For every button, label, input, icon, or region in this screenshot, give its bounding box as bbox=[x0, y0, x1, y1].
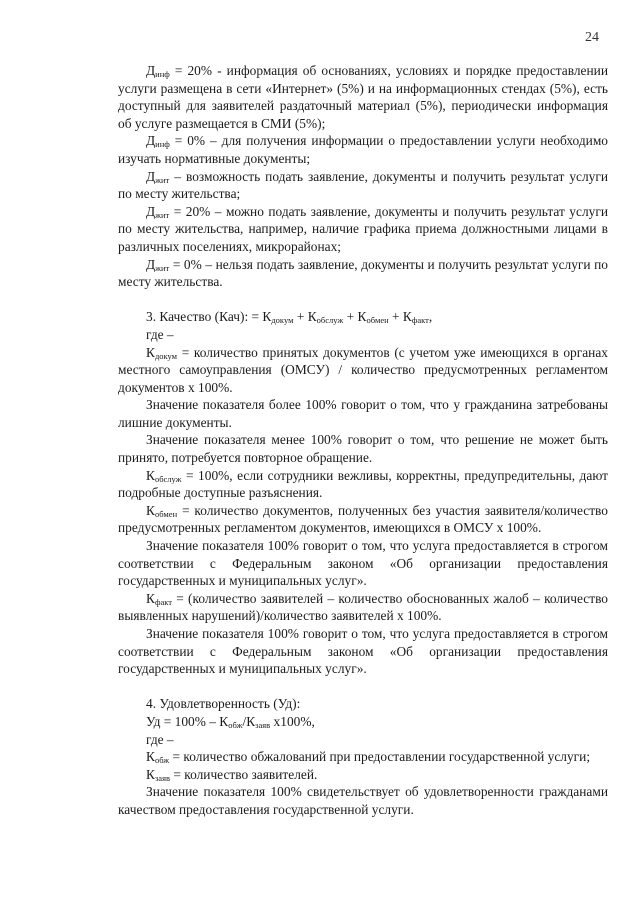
paragraph-k-zayav: $К_{заяв}$ = количество заявителей. bbox=[146, 766, 318, 783]
section-3-where: где – bbox=[146, 326, 174, 342]
section-4-heading: 4. Удовлетворенность (Уд): bbox=[146, 696, 301, 712]
paragraph-d-inf: $Д_{инф} = 20\%$ - информация об основаниях, условиях и порядке предоставлении услуги размещена в сети «Интернет» (5%) и на информационных стендах (5%), есть доступный для заявителей раздаточный материал (5%), периодически информация об услуге размещается в СМИ (5%); bbox=[118, 63, 608, 131]
page-number: 24 bbox=[585, 30, 599, 45]
paragraph-k-obmen: $К_{обмен}$ = количество документов, полученных без участия заявителя/количество предусмотренных регламентом документов, имеющихся в ОМСУ х 100%. bbox=[118, 502, 608, 536]
section-3-heading: 3. Качество (Кач): = $К_{докум} + К_{обслуж} + К_{обмен} + К_{факт}$, bbox=[146, 309, 433, 326]
paragraph-more-100: Значение показателя более 100% говорит о том, что у гражданина затребованы лишние документы. bbox=[118, 397, 608, 430]
paragraph-k-obzh: $К_{обж}$ = количество обжалований при предоставлении государственной услуги; bbox=[146, 749, 591, 766]
section-4-formula: Уд = $100\% - К_{обж}/К_{заяв}$ х100%, bbox=[146, 713, 315, 730]
paragraph-d-zhit: $Д_{жит}$ – возможность подать заявление, документы и получить результат услуги по месту жительства; bbox=[118, 168, 608, 202]
paragraph-d-zhit-zero: $Д_{жит} = 0\%$ – нельзя подать заявление, документы и получить результат услуги по месту жительства. bbox=[118, 256, 608, 290]
paragraph-equal-100-b: Значение показателя 100% говорит о том, что услуга предоставляется в строгом соответствии с Федеральным законом «Об организации предоставления государственных и муниципальных услуг». bbox=[118, 626, 608, 677]
paragraph-d-inf-zero: $Д_{инф} = 0\%$ – для получения информации о предоставлении услуги необходимо изучать нормативные документы; bbox=[118, 133, 608, 166]
document-body bbox=[118, 62, 608, 819]
paragraph-k-fakt: $К_{факт}$ = (количество заявителей – количество обоснованных жалоб – количество выявленных нарушений)/количество заявителей х 100%. bbox=[118, 590, 608, 624]
section-4-where: где – bbox=[146, 731, 174, 747]
paragraph-k-dokum: $К_{докум}$ = количество принятых документов (с учетом уже имеющихся в органах местного самоуправления (ОМСУ) / количество предусмотренных регламентом документов х 100%. bbox=[118, 344, 608, 395]
paragraph-less-100: Значение показателя менее 100% говорит о том, что решение не может быть принято, потребуется повторное обращение. bbox=[118, 432, 608, 466]
paragraph-equal-100-a: Значение показателя 100% говорит о том, что услуга предоставляется в строгом соответствии с Федеральным законом «Об организации предоставления государственных и муниципальных услуг». bbox=[118, 538, 608, 589]
paragraph-final: Значение показателя 100% свидетельствует об удовлетворенности гражданами качеством предоставления государственной услуги. bbox=[118, 784, 608, 817]
paragraph-d-zhit-20: $Д_{жит} = 20\%$ – можно подать заявление, документы и получить результат услуги по месту жительства, например, наличие графика приема должностными лицами в различных поселениях, микрорайонах; bbox=[118, 203, 608, 254]
paragraph-k-obsluzh: $К_{обслуж} = 100\%$, если сотрудники вежливы, корректны, предупредительны, дают подробные доступные разъяснения. bbox=[118, 467, 608, 501]
